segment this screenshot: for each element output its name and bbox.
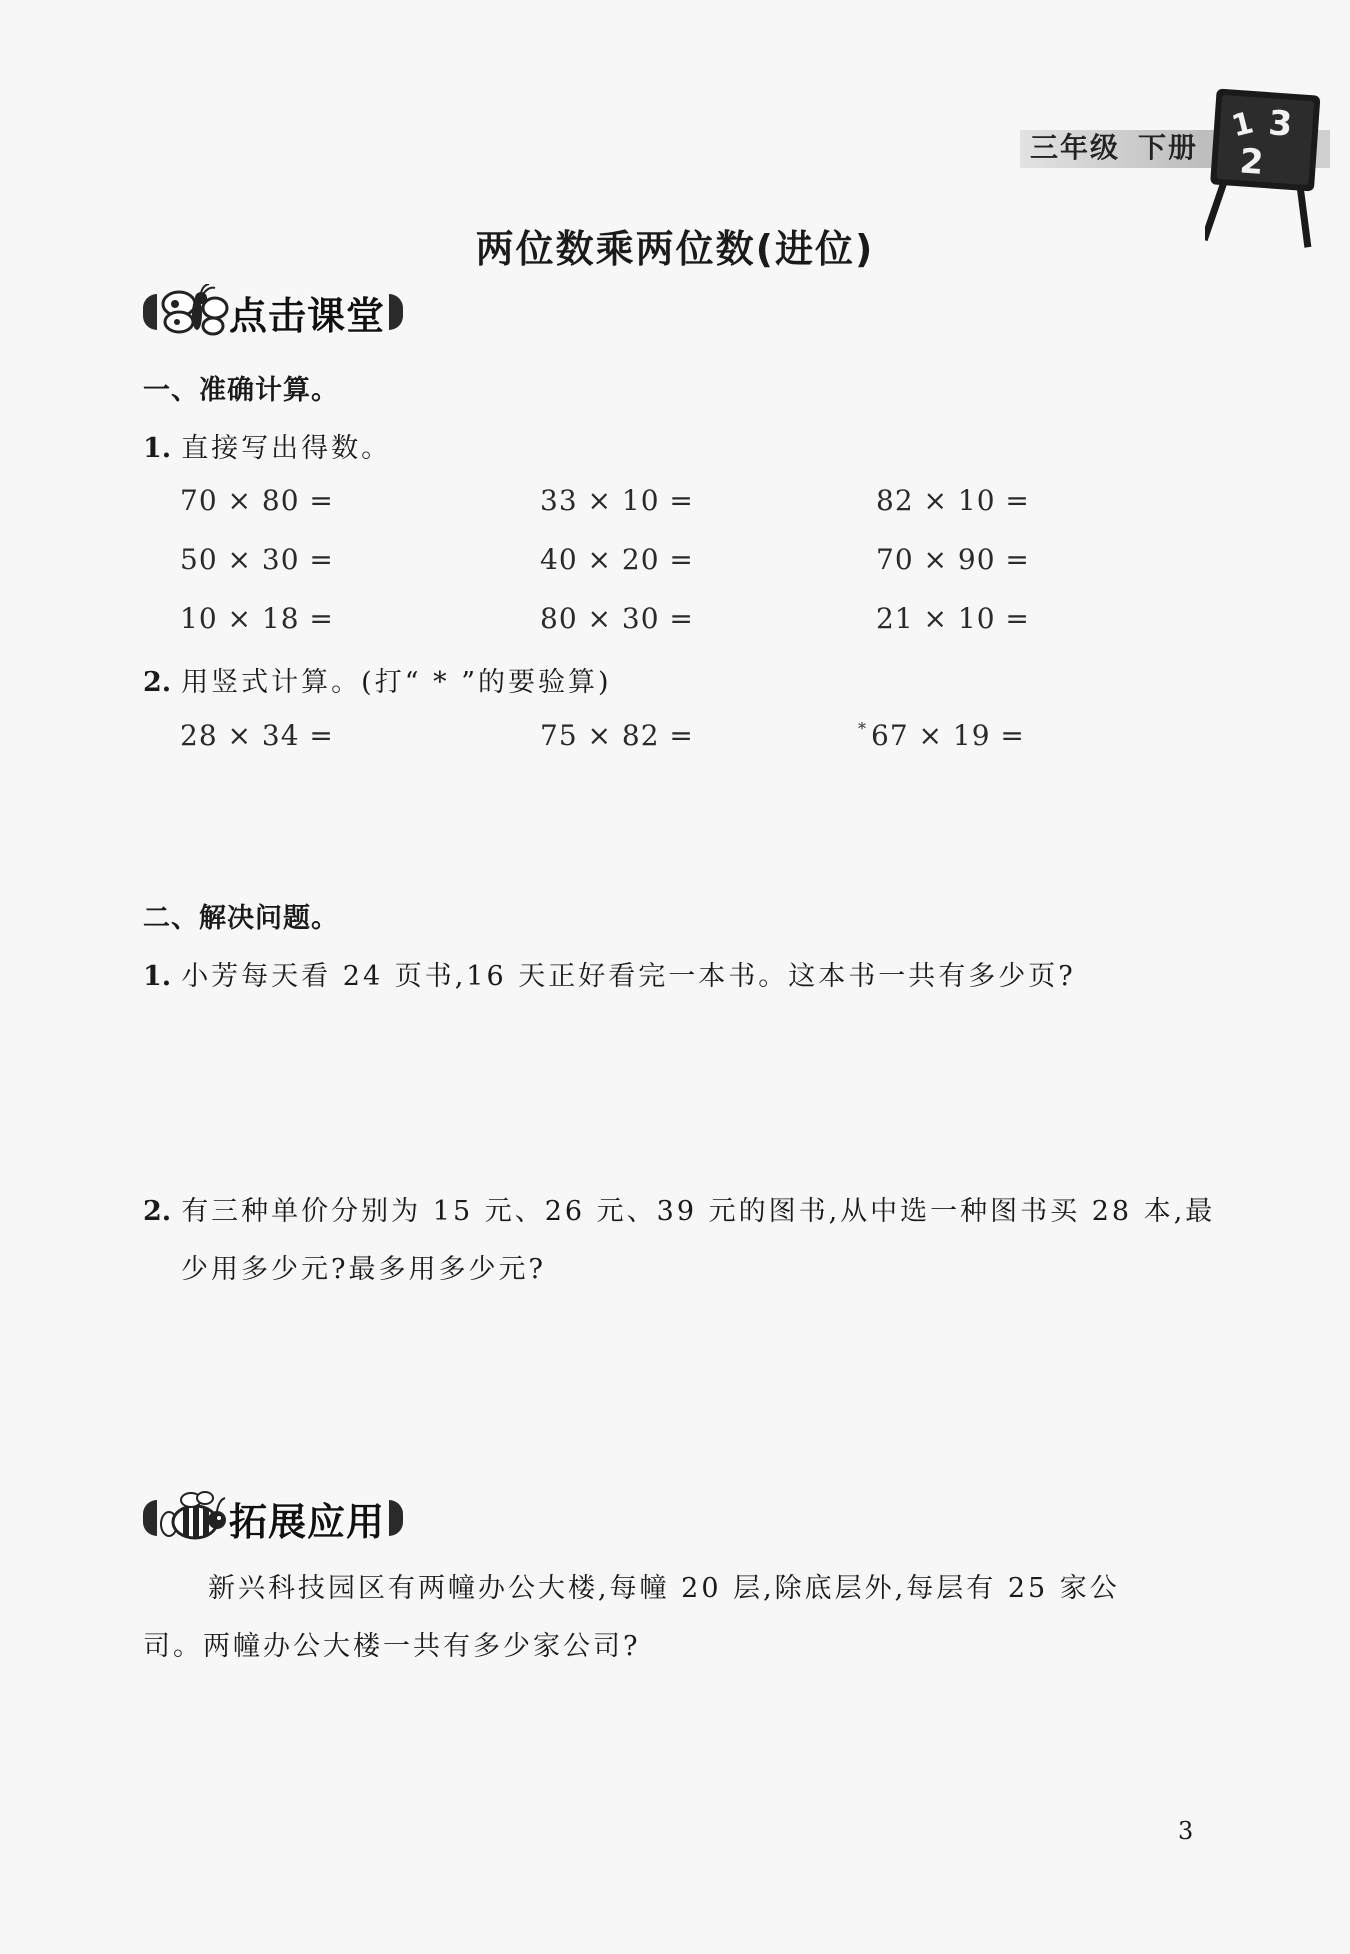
section-tag-extension [143, 1490, 403, 1546]
question-1 [143, 426, 391, 465]
section-tag-label: 拓展应用 [229, 1499, 386, 1544]
butterfly-icon [157, 284, 229, 340]
question-number: 1. [143, 961, 172, 992]
question-text: 用竖式计算。(打“ * ”的要验算) [181, 667, 612, 698]
vertical-calc-item-starred [858, 719, 1025, 752]
page-number: 3 [1178, 1817, 1194, 1845]
grade-label [1030, 126, 1198, 170]
check-star-mark: * [858, 719, 867, 738]
question-text: 小芳每天看 24 页书,16 天正好看完一本书。这本书一共有多少页? [181, 961, 1076, 992]
question-text-line1: 有三种单价分别为 15 元、26 元、39 元的图书,从中选一种图书买 28 本,最 [181, 1196, 1216, 1227]
calc-item: 70 × 90 = [876, 543, 1030, 576]
page-title: 两位数乘两位数(进位) [475, 227, 875, 271]
question-text: 直接写出得数。 [181, 433, 392, 464]
vertical-calc-item: 75 × 82 = [540, 719, 694, 752]
part1-heading: 一、准确计算。 [143, 375, 339, 406]
part2-heading: 二、解决问题。 [143, 903, 339, 934]
grade-text: 三年级 [1030, 131, 1121, 164]
calc-item: 50 × 30 = [180, 543, 334, 576]
calc-item: 33 × 10 = [540, 484, 694, 517]
problem-2 [143, 1189, 1215, 1228]
calc-item: 10 × 18 = [180, 602, 334, 635]
question-number: 2. [143, 667, 172, 698]
problem-2-line2: 少用多少元?最多用多少元? [181, 1254, 546, 1285]
question-number: 2. [143, 1196, 172, 1227]
calc-item: 80 × 30 = [540, 602, 694, 635]
extension-line2: 司。两幢办公大楼一共有多少家公司? [143, 1631, 641, 1662]
calc-item: 70 × 80 = [180, 484, 334, 517]
calc-item: 40 × 20 = [540, 543, 694, 576]
bee-icon [157, 1490, 229, 1546]
volume-text: 下册 [1138, 131, 1199, 164]
section-tag-classroom [143, 284, 403, 340]
board-digit-1: 1 [1228, 105, 1257, 145]
calc-item: 21 × 10 = [876, 602, 1030, 635]
question-number: 1. [143, 433, 172, 464]
section-tag-label: 点击课堂 [229, 293, 386, 338]
question-2 [143, 660, 612, 699]
vertical-calc-text: 67 × 19 = [871, 719, 1025, 752]
vertical-calc-item: 28 × 34 = [180, 719, 334, 752]
calc-item: 82 × 10 = [876, 484, 1030, 517]
board-digit-3: 3 [1267, 103, 1294, 145]
extension-line1: 新兴科技园区有两幢办公大楼,每幢 20 层,除底层外,每层有 25 家公 [208, 1573, 1120, 1604]
problem-1 [143, 954, 1076, 993]
board-digit-2: 2 [1238, 141, 1265, 183]
